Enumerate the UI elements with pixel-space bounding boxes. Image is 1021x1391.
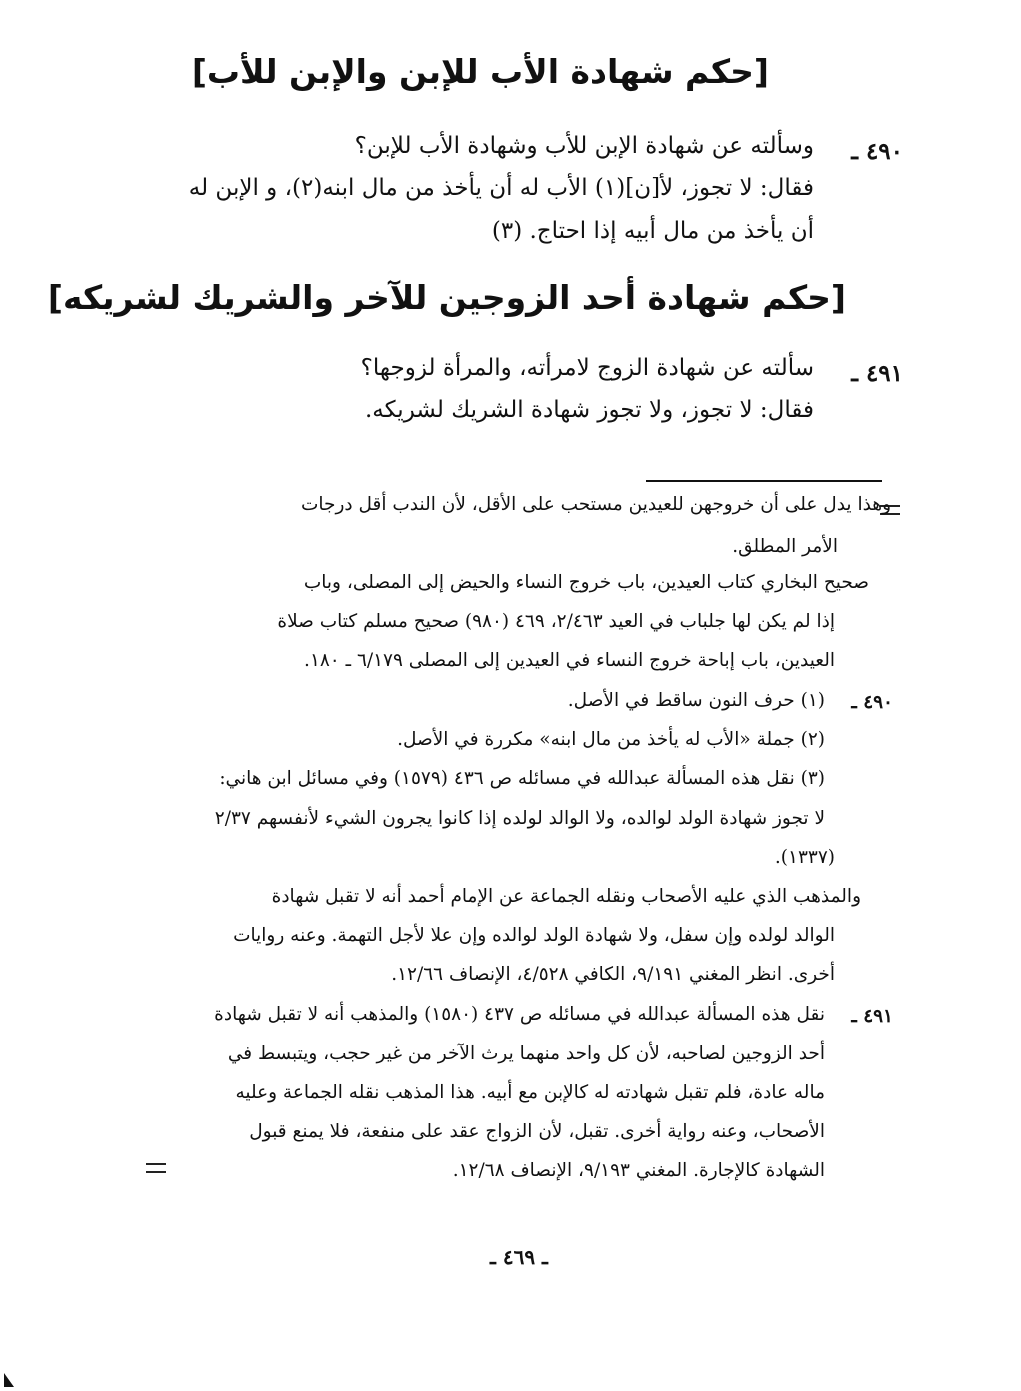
- entry-491-answer: فقال: لا تجوز، ولا تجوز شهادة الشريك لشريكه.: [364, 397, 814, 423]
- footnote-490-line: (٢) جملة «الأب له يأخذ من مال ابنه» مكررة في الأصل.: [397, 729, 825, 750]
- footnote-491-line: الأصحاب، وعنه رواية أخرى. تقبل، لأن الزواج عقد على منفعة، فلا يمنع قبول: [249, 1121, 825, 1142]
- footnote-continuation-line: صحيح البخاري كتاب العيدين، باب خروج النساء والحيض إلى المصلى، وباب: [303, 572, 869, 593]
- footnote-490-line: أخرى. انظر المغني ٩/١٩١، الكافي ٤/٥٢٨، الإنصاف ١٢/٦٦.: [391, 964, 835, 985]
- entry-490-answer-line-2: أن يأخذ من مال أبيه إذا احتاج. (٣): [491, 218, 814, 244]
- footnote-continuation-line: وهذا يدل على أن خروجهن للعيدين مستحب على الأقل، لأن الندب أقل درجات: [300, 494, 891, 515]
- footnote-490-line: (٣) نقل هذه المسألة عبدالله في مسائله ص ٤٣٦ (١٥٧٩) وفي مسائل ابن هاني:: [219, 768, 825, 789]
- entry-number-490: ٤٩٠ ـ: [851, 138, 903, 165]
- entry-490-answer-line-1: فقال: لا تجوز، لأ[ن](١) الأب له أن يأخذ من مال ابنه(٢)، و الإبن له: [188, 175, 814, 201]
- footnote-continuation-line: الأمر المطلق.: [732, 536, 838, 557]
- continuation-mark-bottom: [146, 1163, 166, 1173]
- footnote-490-line: والمذهب الذي عليه الأصحاب ونقله الجماعة عن الإمام أحمد أنه لا تقبل شهادة: [271, 886, 861, 907]
- section-heading-spouses-partner: [حكم شهادة أحد الزوجين للآخر والشريك لشريكه]: [47, 278, 846, 317]
- footnote-491-line: نقل هذه المسألة عبدالله في مسائله ص ٤٣٧ (١٥٨٠) والمذهب أنه لا تقبل شهادة: [214, 1004, 825, 1025]
- scan-corner-mark: [4, 1373, 14, 1387]
- footnote-491-line: أحد الزوجين لصاحبه، لأن كل واحد منهما يرث الآخر من غير حجب، ويتبسط في: [227, 1043, 825, 1064]
- footnote-490-line: (١٣٣٧).: [774, 847, 835, 868]
- footnote-491-line: ماله عادة، فلم تقبل شهادته له كالإبن مع أبيه. هذا المذهب نقله الجماعة وعليه: [235, 1082, 825, 1103]
- footnote-490-line: (١) حرف النون ساقط في الأصل.: [567, 690, 825, 711]
- footnote-490-line: لا تجوز شهادة الولد لوالده، ولا الوالد لولده إذا كانوا يجرون الشيء لأنفسهم ٢/٣٧: [214, 808, 825, 829]
- page-number: ـ ٤٦٩ ـ: [490, 1245, 548, 1269]
- entry-number-491: ٤٩١ ـ: [851, 360, 903, 387]
- footnote-490-line: الوالد لولده وإن سفل، ولا شهادة الولد لوالده وإن علا لأجل التهمة. وعنه روايات: [233, 925, 835, 946]
- section-heading-father-son: [حكم شهادة الأب للإبن والإبن للأب]: [191, 52, 769, 91]
- footnote-continuation-line: إذا لم يكن لها جلباب في العيد ٢/٤٦٣، ٤٦٩ (٩٨٠) صحيح مسلم كتاب صلاة: [277, 611, 835, 632]
- footnote-separator: [646, 480, 882, 482]
- footnote-entry-number-490: ٤٩٠ ـ: [851, 692, 893, 713]
- footnote-entry-number-491: ٤٩١ ـ: [851, 1006, 893, 1027]
- footnote-continuation-line: العيدين، باب إباحة خروج النساء في العيدين إلى المصلى ٦/١٧٩ ـ ١٨٠.: [304, 650, 835, 671]
- entry-491-question: سألته عن شهادة الزوج لامرأته، والمرأة لزوجها؟: [360, 355, 814, 381]
- entry-490-question: وسألته عن شهادة الإبن للأب وشهادة الأب للإبن؟: [354, 133, 814, 159]
- footnote-491-line: الشهادة كالإجارة. المغني ٩/١٩٣، الإنصاف ١٢/٦٨.: [452, 1160, 825, 1181]
